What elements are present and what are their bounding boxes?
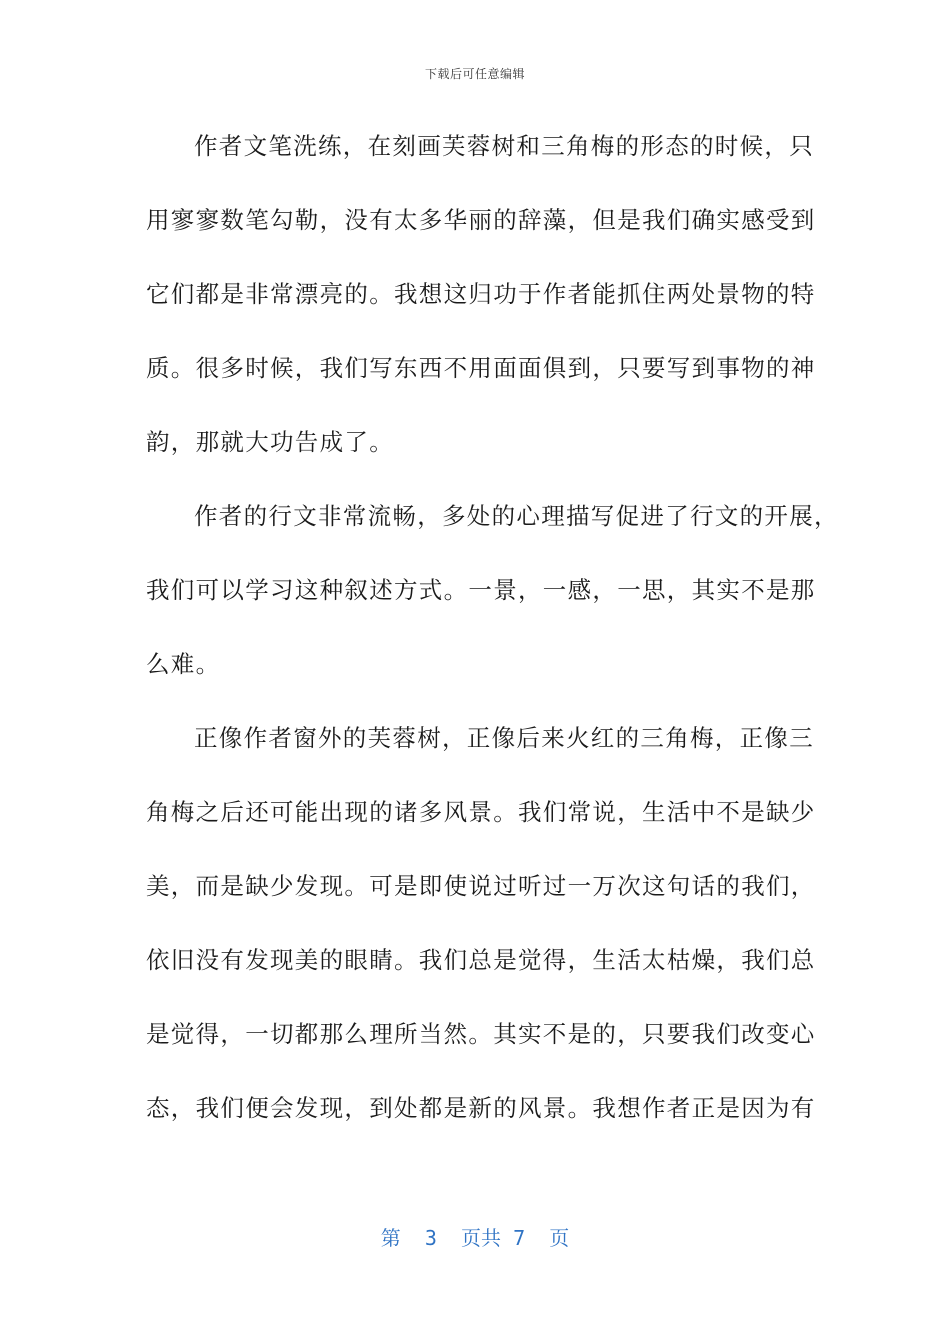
text-line: 用寥寥数笔勾勒，没有太多华丽的辞藻，但是我们确实感受到 <box>146 206 816 234</box>
text-line: 角梅之后还可能出现的诸多风景。我们常说，生活中不是缺少 <box>146 798 816 826</box>
text-line: 态，我们便会发现，到处都是新的风景。我想作者正是因为有 <box>146 1094 816 1122</box>
text-line: 作者文笔洗练，在刻画芙蓉树和三角梅的形态的时候，只 <box>194 132 814 160</box>
page-footer <box>0 1224 950 1252</box>
text-line: 韵，那就大功告成了。 <box>146 428 394 456</box>
text-line: 依旧没有发现美的眼睛。我们总是觉得，生活太枯燥，我们总 <box>146 946 816 974</box>
text-line: 是觉得，一切都那么理所当然。其实不是的，只要我们改变心 <box>146 1020 816 1048</box>
text-line: 么难。 <box>146 650 221 678</box>
text-line: 我们可以学习这种叙述方式。一景，一感，一思，其实不是那 <box>146 576 816 604</box>
footer-prefix: 第 <box>380 1226 401 1250</box>
text-line: 作者的行文非常流畅，多处的心理描写促进了行文的开展， <box>194 502 839 530</box>
text-line: 它们都是非常漂亮的。我想这归功于作者能抓住两处景物的特 <box>146 280 816 308</box>
footer-middle: 页共 <box>461 1226 502 1250</box>
footer-suffix: 页 <box>549 1226 570 1250</box>
page-header: 下载后可任意编辑 <box>424 67 525 81</box>
text-line: 美，而是缺少发现。可是即使说过听过一万次这句话的我们， <box>146 872 816 900</box>
text-line: 质。很多时候，我们写东西不用面面俱到，只要写到事物的神 <box>146 354 816 382</box>
total-page-count: 7 <box>513 1226 526 1250</box>
document-body <box>146 125 839 1161</box>
current-page-number: 3 <box>424 1226 437 1250</box>
text-line: 正像作者窗外的芙蓉树，正像后来火红的三角梅，正像三 <box>194 724 814 752</box>
